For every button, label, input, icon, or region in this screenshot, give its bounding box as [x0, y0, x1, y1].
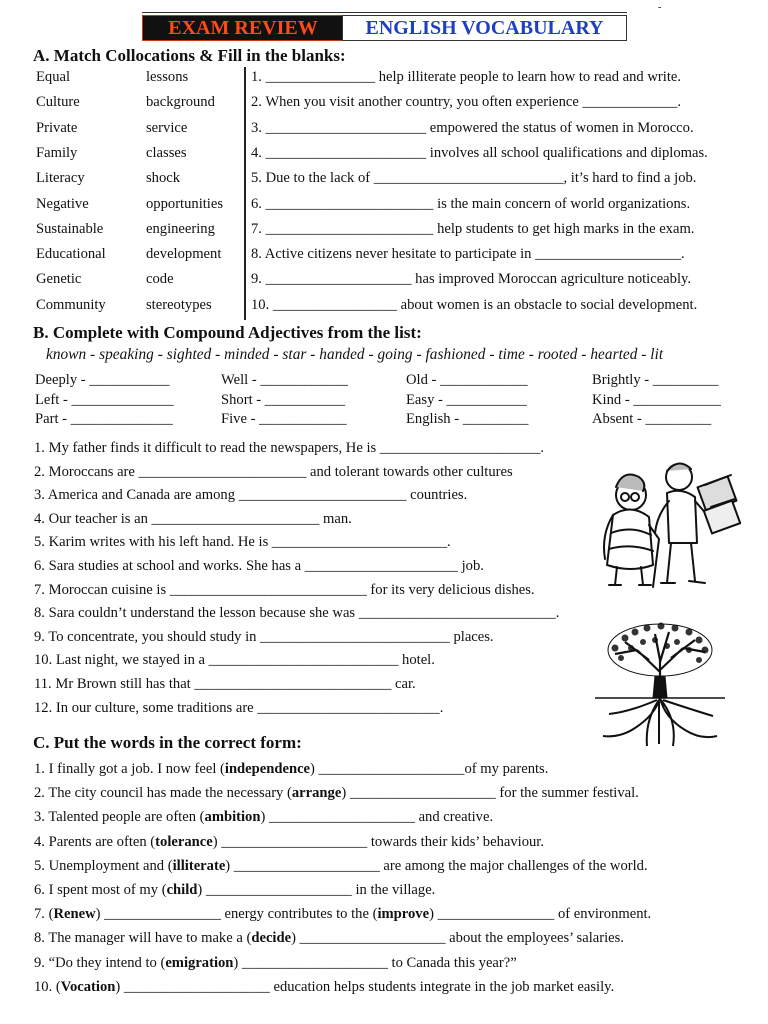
collocation-word-1: Educational [36, 246, 106, 263]
elderly-woman-and-boy-illustration [583, 455, 745, 590]
compound-sentence: 1. My father finds it difficult to read the newspapers, He is ______________________. [34, 440, 545, 456]
fill-blank-sentence: 2. When you visit another country, you often experience _____________. [251, 94, 682, 111]
collocation-word-2: stereotypes [146, 296, 212, 313]
sentence-fragment: 3. Talented people are often ( [34, 809, 205, 826]
collocation-word-2: engineering [146, 220, 215, 237]
base-word: tolerance [155, 833, 213, 850]
sentence-fragment: ) ____________________ about the employees’ salaries. [291, 930, 624, 947]
collocation-word-2: lessons [146, 69, 189, 85]
word-form-sentence [34, 858, 648, 875]
english-vocabulary-banner: ENGLISH VOCABULARY [342, 15, 627, 41]
compound-sentence: 8. Sara couldn’t understand the lesson because she was ___________________________. [34, 605, 560, 622]
compound-sentence: 3. America and Canada are among _______________________ countries. [34, 487, 468, 504]
sentence-fragment: ) ____________________of my parents. [310, 761, 549, 777]
exam-review-banner: EXAM REVIEW [142, 15, 344, 41]
compound-blank: Short - ___________ [221, 391, 346, 408]
collocation-word-2: development [146, 246, 222, 263]
word-form-sentence [34, 906, 651, 923]
sentence-fragment: ) ____________________ are among the major challenges of the world. [225, 857, 648, 874]
sentence-fragment: 4. Parents are often ( [34, 833, 156, 850]
word-form-sentence [34, 955, 517, 972]
word-form-sentence [34, 882, 435, 899]
header-rule [142, 12, 627, 13]
base-word: decide [251, 930, 292, 947]
base-word: illiterate [172, 857, 226, 874]
compound-blank: Well - ____________ [221, 372, 348, 388]
compound-sentence: 7. Moroccan cuisine is ___________________________ for its very delicious dishes. [34, 581, 535, 598]
collocation-word-1: Literacy [36, 170, 85, 187]
fill-blank-sentence: 4. ______________________ involves all school qualifications and diplomas. [251, 144, 708, 161]
compound-blank: Kind - ____________ [592, 391, 721, 408]
compound-blank: Deeply - ___________ [35, 372, 170, 388]
collocation-word-1: Genetic [36, 271, 82, 288]
sentence-fragment: ) ____________________ education helps students integrate in the job market easily. [115, 978, 615, 995]
collocation-word-2: service [146, 119, 188, 136]
collocation-word-2: opportunities [146, 195, 224, 212]
fill-blank-sentence: 5. Due to the lack of __________________________, it’s hard to find a job. [251, 170, 697, 187]
fill-blank-sentence: 6. _______________________ is the main concern of world organizations. [251, 195, 691, 212]
collocation-word-1: Equal [36, 69, 71, 85]
collocation-word-1: Negative [36, 195, 89, 212]
word-form-sentence [34, 809, 493, 826]
word-form-sentence [34, 834, 544, 851]
fill-blank-sentence: 3. ______________________ empowered the status of women in Morocco. [251, 119, 694, 136]
collocation-word-2: background [146, 94, 215, 111]
word-form-sentence [34, 930, 624, 947]
compound-blank: Easy - ___________ [406, 391, 527, 408]
sentence-fragment: 10. ( [34, 978, 61, 995]
sentence-fragment: 5. Unemployment and ( [34, 857, 173, 874]
sentence-fragment: ) ________________ of environment. [429, 906, 652, 923]
sentence-fragment: ) ____________________ in the village. [197, 882, 436, 898]
sentence-fragment: ) ____________________ towards their kids’ behaviour. [212, 833, 545, 850]
compound-sentence: 2. Moroccans are _______________________ and tolerant towards other cultures [34, 463, 513, 480]
collocation-word-1: Culture [36, 94, 80, 111]
base-word: emigration [165, 954, 234, 971]
collocation-word-2: shock [146, 170, 181, 187]
sentence-fragment: ) ________________ energy contributes to the ( [95, 906, 378, 923]
fill-blank-sentence: 1. _______________ help illiterate people to learn how to read and write. [251, 69, 681, 85]
sentence-fragment: ) ____________________ to Canada this year?” [233, 954, 517, 971]
section-c-title: C. Put the words in the correct form: [33, 733, 302, 752]
base-word: independence [224, 761, 311, 777]
compound-blank: English - _________ [406, 411, 529, 427]
compound-blank: Left - ______________ [35, 391, 174, 408]
corner-mark: - [658, 2, 662, 13]
compound-sentence: 12. In our culture, some traditions are _________________________. [34, 699, 444, 716]
compound-sentence: 4. Our teacher is an _______________________ man. [34, 510, 352, 527]
collocation-word-1: Family [36, 144, 78, 161]
word-form-sentence [34, 761, 548, 778]
compound-blank: Brightly - _________ [592, 372, 719, 388]
section-b-title: B. Complete with Compound Adjectives from the list: [33, 323, 422, 342]
sentence-fragment: 7. ( [34, 906, 54, 923]
compound-blank: Part - ______________ [35, 411, 173, 427]
compound-sentence: 5. Karim writes with his left hand. He is ________________________. [34, 534, 451, 551]
base-word: child [166, 882, 198, 898]
sentence-fragment: 2. The city council has made the necessary ( [34, 785, 292, 802]
compound-sentence: 10. Last night, we stayed in a __________________________ hotel. [34, 652, 435, 669]
compound-sentence: 9. To concentrate, you should study in __________________________ places. [34, 628, 494, 645]
collocation-word-1: Community [36, 296, 106, 313]
word-form-sentence [34, 785, 639, 802]
base-word: ambition [204, 809, 261, 826]
word-form-sentence [34, 979, 614, 996]
compound-blank: Absent - _________ [592, 411, 712, 427]
tree-with-roots-illustration [585, 620, 735, 750]
compound-sentence: 6. Sara studies at school and works. She has a _____________________ job. [34, 558, 484, 574]
fill-blank-sentence: 9. ____________________ has improved Moroccan agriculture noticeably. [251, 271, 692, 288]
compound-sentence: 11. Mr Brown still has that ___________________________ car. [34, 676, 416, 692]
sentence-fragment: 1. I finally got a job. I now feel ( [34, 761, 225, 777]
compound-blank: Old - ____________ [406, 372, 528, 388]
fill-blank-sentence: 7. _______________________ help students to get high marks in the exam. [251, 220, 695, 237]
sentence-fragment: 9. “Do they intend to ( [34, 954, 166, 971]
compound-word-list: known - speaking - sighted - minded - star - handed - going - fashioned - time - rooted - hearted - lit [46, 346, 664, 363]
collocation-word-1: Private [36, 119, 78, 136]
base-word: Renew [53, 906, 96, 923]
collocation-word-2: classes [146, 144, 187, 161]
fill-blank-sentence: 10. _________________ about women is an obstacle to social development. [251, 296, 698, 313]
sentence-fragment: 6. I spent most of my ( [34, 882, 167, 898]
collocation-word-1: Sustainable [36, 220, 104, 237]
sentence-fragment: 8. The manager will have to make a ( [34, 930, 252, 947]
compound-blank: Five - ____________ [221, 411, 347, 427]
base-word: arrange [291, 785, 342, 802]
sentence-fragment: ) ____________________ and creative. [260, 809, 494, 826]
sentence-fragment: ) ____________________ for the summer festival. [341, 785, 639, 802]
base-word: Vocation [60, 978, 116, 995]
base-word: improve [377, 906, 430, 923]
fill-blank-sentence: 8. Active citizens never hesitate to participate in ____________________. [251, 246, 685, 263]
section-a-title: A. Match Collocations & Fill in the blanks: [33, 46, 346, 65]
collocation-word-2: code [146, 271, 174, 288]
column-divider [244, 67, 246, 320]
